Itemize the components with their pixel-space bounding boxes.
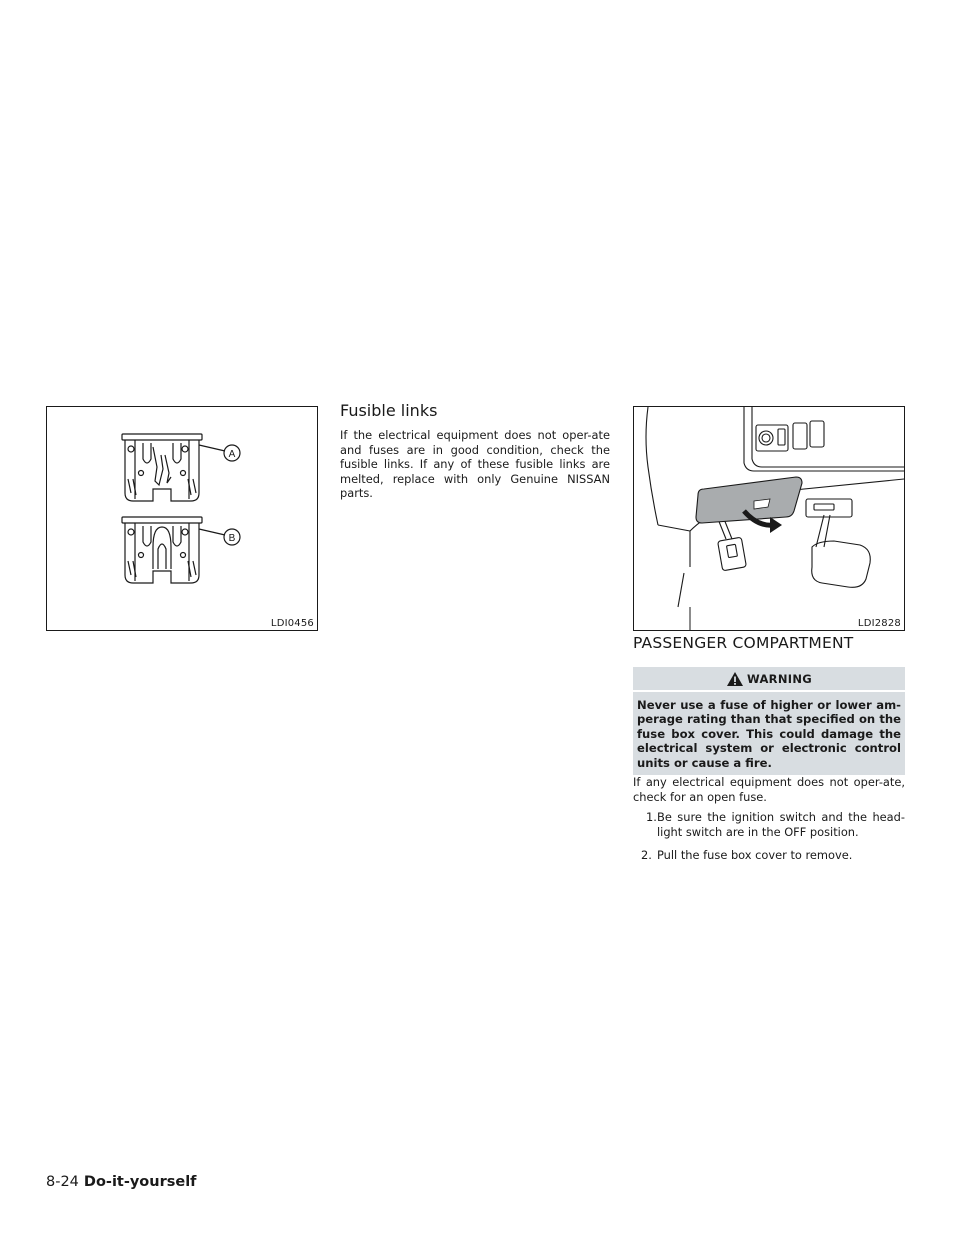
fusible-links-text: If the electrical equipment does not oper-ate and fuses are in good condition, check the fusible links. If any of these fusible links are melted, replace with only Genuine NISSAN parts. [340,428,610,501]
page-footer [46,1174,197,1190]
warning-text: Never use a fuse of higher or lower am-perage rating than that specified on the fuse box cover. This could damage the electrical system or electronic control units or cause a fire. [633,692,905,775]
fuse-a-drawing [122,434,202,501]
fuse-b-drawing [122,517,202,583]
callout-b-label: B [228,533,236,544]
fusible-link-figure [46,406,318,631]
warning-icon [726,671,744,687]
section-heading: PASSENGER COMPARTMENT [633,634,854,652]
list-item [633,810,905,839]
intro-text: If any electrical equipment does not oper-ate, check for an open fuse. [633,775,905,804]
warning-title: WARNING [747,671,812,686]
figure-code: LDI2828 [857,618,901,629]
page-number: 8-24 [46,1174,79,1190]
callout-a-label: A [228,449,236,460]
passenger-compartment-figure [633,406,905,631]
list-item [633,848,905,863]
warning-header [633,667,905,690]
figure-code: LDI0456 [270,618,314,629]
section-heading: Fusible links [340,401,438,420]
step-text: Pull the fuse box cover to remove. [657,848,853,863]
step-number: 1. [646,810,657,825]
passenger-compartment-section [633,632,905,872]
fusible-link-illustration [47,407,317,630]
step-number: 2. [641,848,652,863]
chapter-title: Do-it-yourself [83,1174,197,1190]
step-text: Be sure the ignition switch and the head-light switch are in the OFF position. [657,810,905,839]
step-list [633,810,905,863]
fuse-box-cover-illustration [634,407,904,630]
fusible-links-section [340,401,610,501]
